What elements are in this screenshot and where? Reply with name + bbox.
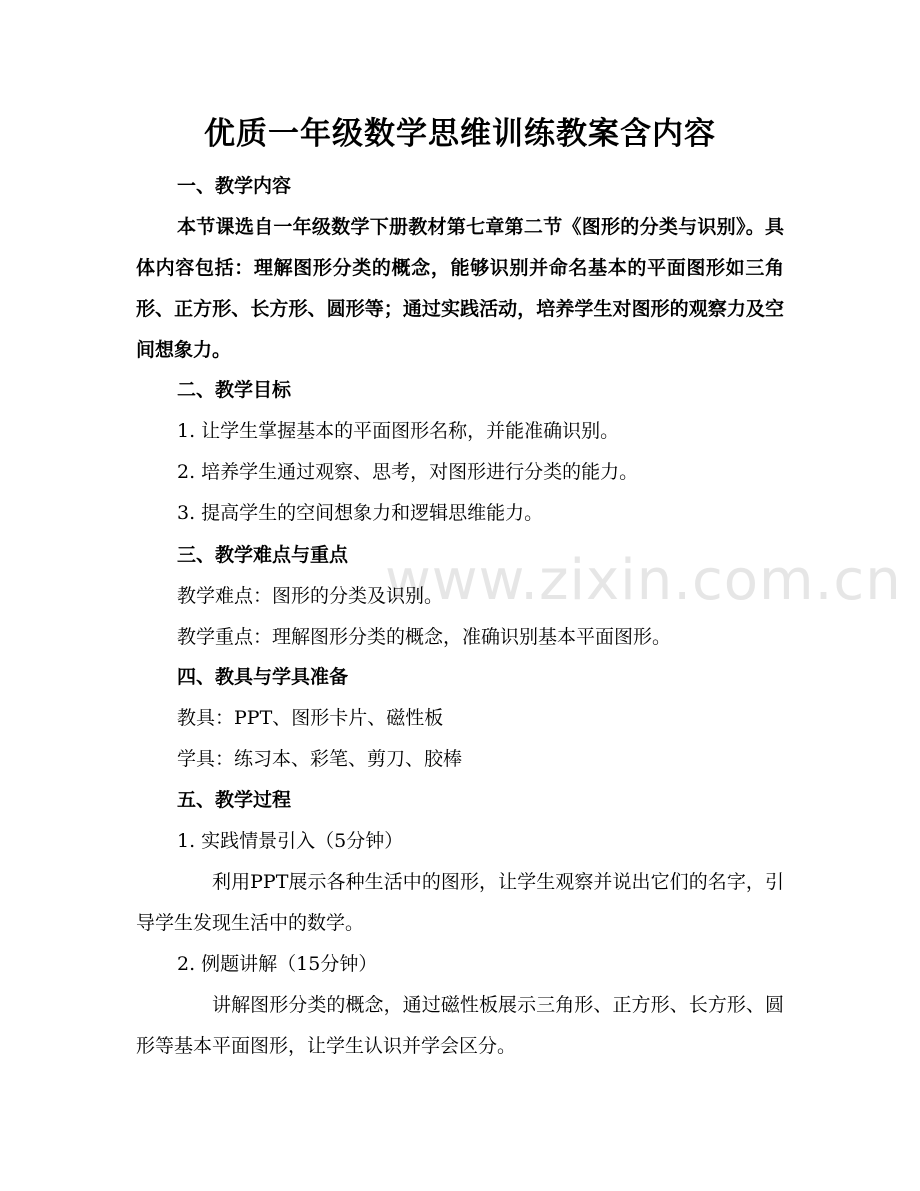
step-title: 1. 实践情景引入（5分钟） <box>177 830 404 852</box>
list-item: 教学重点：理解图形分类的概念，准确识别基本平面图形。 <box>177 626 672 648</box>
watermark: www.zixin.com.cn <box>385 548 902 613</box>
section-heading: 五、教学过程 <box>177 789 292 811</box>
list-item: 2. 培养学生通过观察、思考，对图形进行分类的能力。 <box>177 461 639 483</box>
list-item: 学具：练习本、彩笔、剪刀、胶棒 <box>177 748 463 770</box>
document-title: 优质一年级数学思维训练教案含内容 <box>204 116 716 152</box>
section-heading: 四、教具与学具准备 <box>177 666 349 688</box>
section-paragraph: 本节课选自一年级数学下册教材第七章第二节《图形的分类与识别》。具体内容包括：理解图形分类的概念，能够识别并命名基本的平面图形如三角形、正方形、长方形、圆形等；通过实践活动，培养学生对图形的观察力及空间想象力。 <box>136 216 784 361</box>
section-goals <box>136 370 784 534</box>
section-heading: 三、教学难点与重点 <box>177 544 349 566</box>
step-text: 利用PPT展示各种生活中的图形，让学生观察并说出它们的名字，引导学生发现生活中的数学。 <box>136 871 784 934</box>
section-heading: 二、教学目标 <box>177 379 292 401</box>
section-process <box>136 780 784 1067</box>
section-difficulties <box>136 535 784 658</box>
step-title: 2. 例题讲解（15分钟） <box>177 953 378 975</box>
section-content <box>136 166 784 371</box>
list-item: 教具：PPT、图形卡片、磁性板 <box>177 707 444 729</box>
list-item: 3. 提高学生的空间想象力和逻辑思维能力。 <box>177 502 544 524</box>
list-item: 教学难点：图形的分类及识别。 <box>177 585 444 607</box>
section-heading: 一、教学内容 <box>177 175 292 197</box>
list-item: 1. 让学生掌握基本的平面图形名称，并能准确识别。 <box>177 420 620 442</box>
section-tools <box>136 657 784 780</box>
step-text: 讲解图形分类的概念，通过磁性板展示三角形、正方形、长方形、圆形等基本平面图形，让学生认识并学会区分。 <box>136 994 784 1057</box>
